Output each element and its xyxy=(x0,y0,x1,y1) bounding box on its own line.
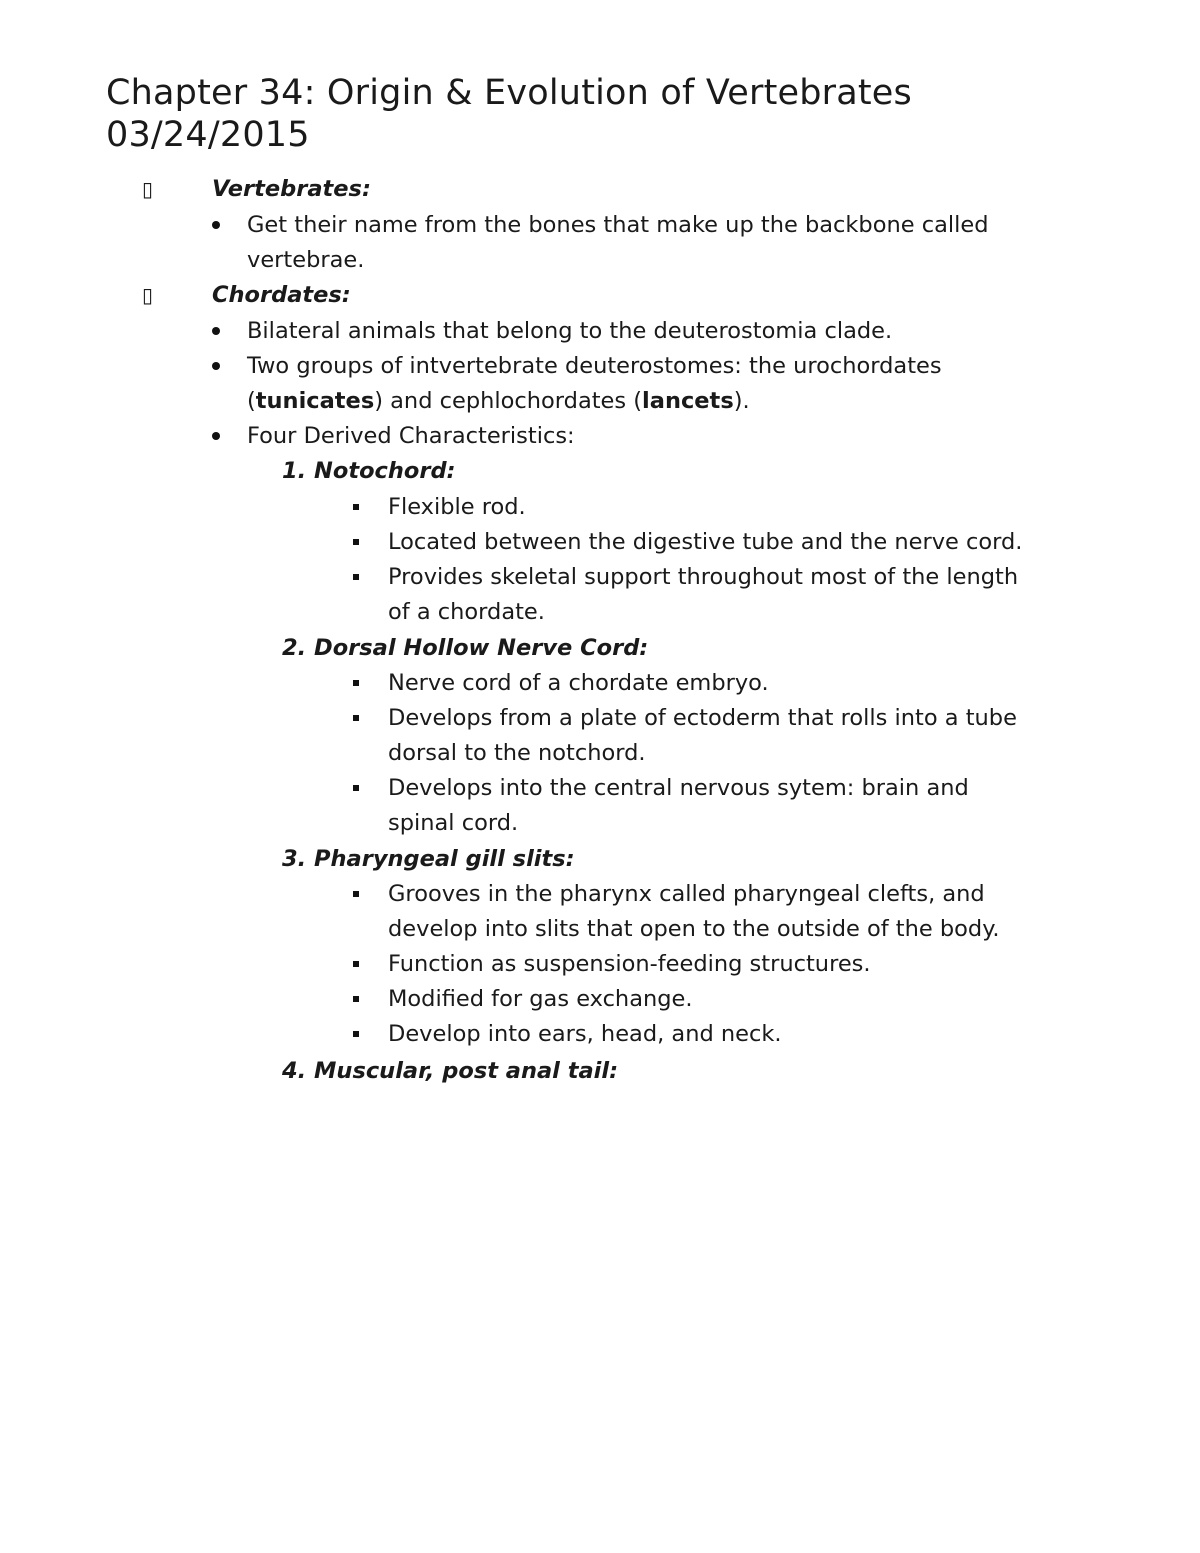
bullet-square-icon xyxy=(353,891,359,897)
numbered-heading-nerve-cord: 2. Dorsal Hollow Nerve Cord: xyxy=(282,635,649,661)
bullet-dot-icon xyxy=(212,432,220,440)
numbered-heading-notochord: 1. Notochord: xyxy=(282,458,456,484)
list-item-continued xyxy=(247,384,750,419)
document-date: 03/24/2015 xyxy=(106,115,310,155)
bullet-square-icon xyxy=(353,961,359,967)
list-item-continued: of a chordate. xyxy=(388,599,545,625)
list-item: Provides skeletal support throughout most of the length xyxy=(388,564,1019,590)
numbered-heading-gill-slits: 3. Pharyngeal gill slits: xyxy=(282,846,575,872)
list-item-continued: develop into slits that open to the outside of the body. xyxy=(388,916,1000,942)
list-item: Develops from a plate of ectoderm that rolls into a tube xyxy=(388,705,1017,731)
numbered-heading-tail: 4. Muscular, post anal tail: xyxy=(282,1058,619,1084)
list-item-continued: spinal cord. xyxy=(388,810,519,836)
list-item-continued: dorsal to the notchord. xyxy=(388,740,646,766)
bullet-square-icon xyxy=(353,715,359,721)
section-marker-icon: ▯ xyxy=(142,283,154,307)
list-item: Grooves in the pharynx called pharyngeal clefts, and xyxy=(388,881,985,907)
bullet-square-icon xyxy=(353,680,359,686)
bullet-square-icon xyxy=(353,539,359,545)
document-title-block xyxy=(106,72,912,156)
text-run: ). xyxy=(733,388,750,414)
text-run: ( xyxy=(247,388,256,414)
list-item: Flexible rod. xyxy=(388,494,526,520)
document-title: Chapter 34: Origin & Evolution of Vertebrates xyxy=(106,73,912,113)
list-item: Develop into ears, head, and neck. xyxy=(388,1021,782,1047)
list-item: Four Derived Characteristics: xyxy=(247,423,575,449)
list-item: Bilateral animals that belong to the deuterostomia clade. xyxy=(247,318,893,344)
list-item: Two groups of intvertebrate deuterostomes: the urochordates xyxy=(247,353,942,379)
bullet-dot-icon xyxy=(212,327,220,335)
bullet-square-icon xyxy=(353,1031,359,1037)
list-item: Develops into the central nervous sytem: brain and xyxy=(388,775,969,801)
list-item: Nerve cord of a chordate embryo. xyxy=(388,670,769,696)
section-heading-chordates: Chordates: xyxy=(212,282,351,308)
list-item: Get their name from the bones that make up the backbone called xyxy=(247,212,989,238)
bullet-dot-icon xyxy=(212,362,220,370)
section-heading-vertebrates: Vertebrates: xyxy=(212,176,371,202)
section-marker-icon: ▯ xyxy=(142,177,154,201)
term-tunicates: tunicates xyxy=(255,388,375,414)
bullet-square-icon xyxy=(353,785,359,791)
bullet-square-icon xyxy=(353,996,359,1002)
list-item: Function as suspension-feeding structures. xyxy=(388,951,871,977)
list-item-continued: vertebrae. xyxy=(247,247,365,273)
text-run: ) and cephlochordates ( xyxy=(374,388,643,414)
bullet-dot-icon xyxy=(212,221,220,229)
list-item: Located between the digestive tube and the nerve cord. xyxy=(388,529,1023,555)
bullet-square-icon xyxy=(353,574,359,580)
term-lancets: lancets xyxy=(642,388,734,414)
list-item: Modified for gas exchange. xyxy=(388,986,693,1012)
bullet-square-icon xyxy=(353,504,359,510)
